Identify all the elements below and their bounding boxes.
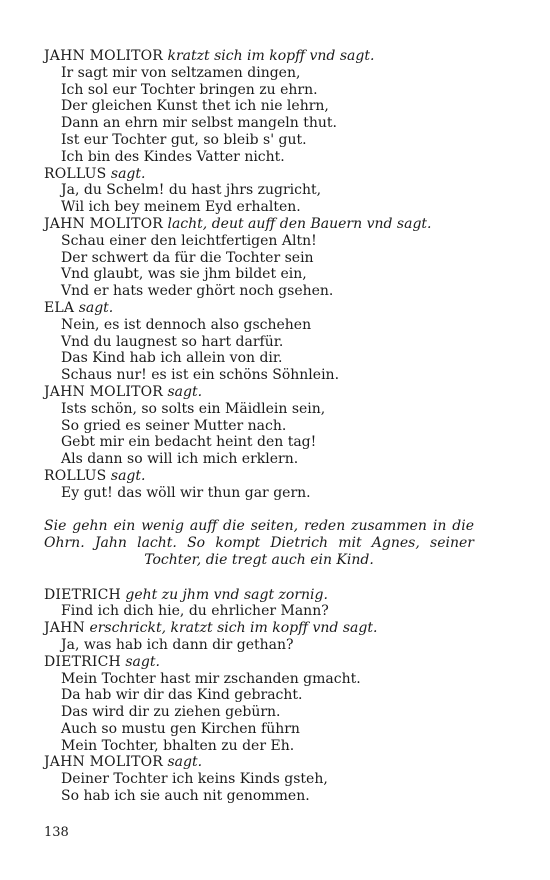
speaker-line <box>44 468 474 485</box>
verse-line: Der gleichen Kunst thet ich nie lehrn, <box>61 98 329 115</box>
speaker-line <box>44 166 474 183</box>
speaker-line <box>44 48 474 65</box>
speaker-line <box>44 300 474 317</box>
verse-line: Ich bin des Kindes Vatter nicht. <box>61 148 285 165</box>
speaker-direction: sagt. <box>78 299 114 316</box>
speech-block <box>44 48 474 166</box>
verse-line: Schau einer den leichtfertigen Altn! <box>61 232 317 249</box>
verse-line: Ich sol eur Tochter bringen zu ehrn. <box>61 81 318 98</box>
page-number: 138 <box>44 825 69 840</box>
speaker-name: DIETRICH <box>44 653 121 670</box>
speaker-name: ROLLUS <box>44 165 107 182</box>
speaker-direction: sagt. <box>167 754 203 771</box>
verse-line: So hab ich sie auch nit genommen. <box>61 788 310 805</box>
speaker-direction: geht zu jhm vnd sagt zornig. <box>125 586 328 603</box>
verse-line: Nein, es ist dennoch also gschehen <box>61 316 312 333</box>
verse-line: Ir sagt mir von seltzamen dingen, <box>61 64 301 81</box>
speaker-name: ROLLUS <box>44 467 107 484</box>
speaker-direction: sagt. <box>110 165 146 182</box>
verse-line: Vnd glaubt, was sie jhm bildet ein, <box>61 266 307 283</box>
speaker-name: ELA <box>44 299 75 316</box>
verse-line: Schaus nur! es ist ein schöns Söhnlein. <box>61 367 340 384</box>
speaker-name: JAHN MOLITOR <box>44 48 164 64</box>
speech-block <box>44 468 474 502</box>
verse-line: Ists schön, so solts ein Mäidlein sein, <box>61 400 326 417</box>
stage-direction: Sie gehn ein wenig auff die seiten, reden zusammen in die Ohrn. Jahn lacht. So kompt Dietrich mit Agnes, seiner Tochter, die tregt auch ein Kind. <box>44 517 474 568</box>
verse-line: Das Kind hab ich allein von dir. <box>61 350 283 367</box>
verse-line: Ja, du Schelm! du hast jhrs zugricht, <box>61 182 322 199</box>
verse-line: Ey gut! das wöll wir thun gar gern. <box>61 484 311 501</box>
speaker-name: JAHN MOLITOR <box>44 754 164 771</box>
dialogue-section-2 <box>44 587 474 805</box>
verse-line: Vnd du laugnest so hart darfür. <box>61 333 284 350</box>
speech-block <box>44 587 474 621</box>
verse-line: Mein Tochter hast mir zschanden gmacht. <box>61 670 361 687</box>
speaker-line <box>44 216 474 233</box>
speaker-name: JAHN MOLITOR <box>44 215 164 232</box>
speaker-direction: kratzt sich im kopff vnd sagt. <box>167 48 375 64</box>
verse-line: Der schwert da für die Tochter sein <box>61 249 314 266</box>
verse-line: Deiner Tochter ich keins Kinds gsteh, <box>61 771 328 788</box>
verse-line: Wil ich bey meinem Eyd erhalten. <box>61 199 301 216</box>
verse-line: Vnd er hats weder ghört noch gsehen. <box>61 283 334 300</box>
verse-line: Mein Tochter, bhalten zu der Eh. <box>61 737 295 754</box>
speaker-name: DIETRICH <box>44 586 121 603</box>
speaker-line <box>44 384 474 401</box>
speech-block <box>44 216 474 300</box>
speech-block <box>44 166 474 216</box>
speaker-direction: erschrickt, kratzt sich im kopff vnd sagt. <box>89 620 378 637</box>
speaker-direction: sagt. <box>167 383 203 400</box>
verse-line: Gebt mir ein bedacht heint den tag! <box>61 434 317 451</box>
speaker-name: JAHN MOLITOR <box>44 383 164 400</box>
speaker-line <box>44 620 474 637</box>
speech-block <box>44 654 474 755</box>
speech-block <box>44 620 474 654</box>
speech-block <box>44 754 474 804</box>
speech-block <box>44 384 474 468</box>
dialogue-section-1 <box>44 48 474 502</box>
play-text <box>44 48 474 805</box>
verse-line: Als dann so will ich mich erklern. <box>61 451 299 468</box>
verse-line: Ist eur Tochter gut, so bleib s' gut. <box>61 131 307 148</box>
speaker-direction: sagt. <box>110 467 146 484</box>
verse-line: Auch so mustu gen Kirchen führn <box>61 720 300 737</box>
verse-line: Ja, was hab ich dann dir gethan? <box>61 636 294 653</box>
speaker-line <box>44 654 474 671</box>
verse-line: So gried es seiner Mutter nach. <box>61 417 287 434</box>
verse-line: Find ich dich hie, du ehrlicher Mann? <box>61 603 329 620</box>
speaker-line <box>44 754 474 771</box>
speaker-direction: sagt. <box>125 653 160 670</box>
verse-line: Dann an ehrn mir selbst mangeln thut. <box>61 115 337 132</box>
speaker-direction: lacht, deut auff den Bauern vnd sagt. <box>167 215 432 232</box>
speech-block <box>44 300 474 384</box>
speaker-name: JAHN <box>44 620 85 637</box>
verse-line: Das wird dir zu ziehen gebürn. <box>61 704 281 721</box>
speaker-line <box>44 587 474 604</box>
verse-line: Da hab wir dir das Kind gebracht. <box>61 687 303 704</box>
